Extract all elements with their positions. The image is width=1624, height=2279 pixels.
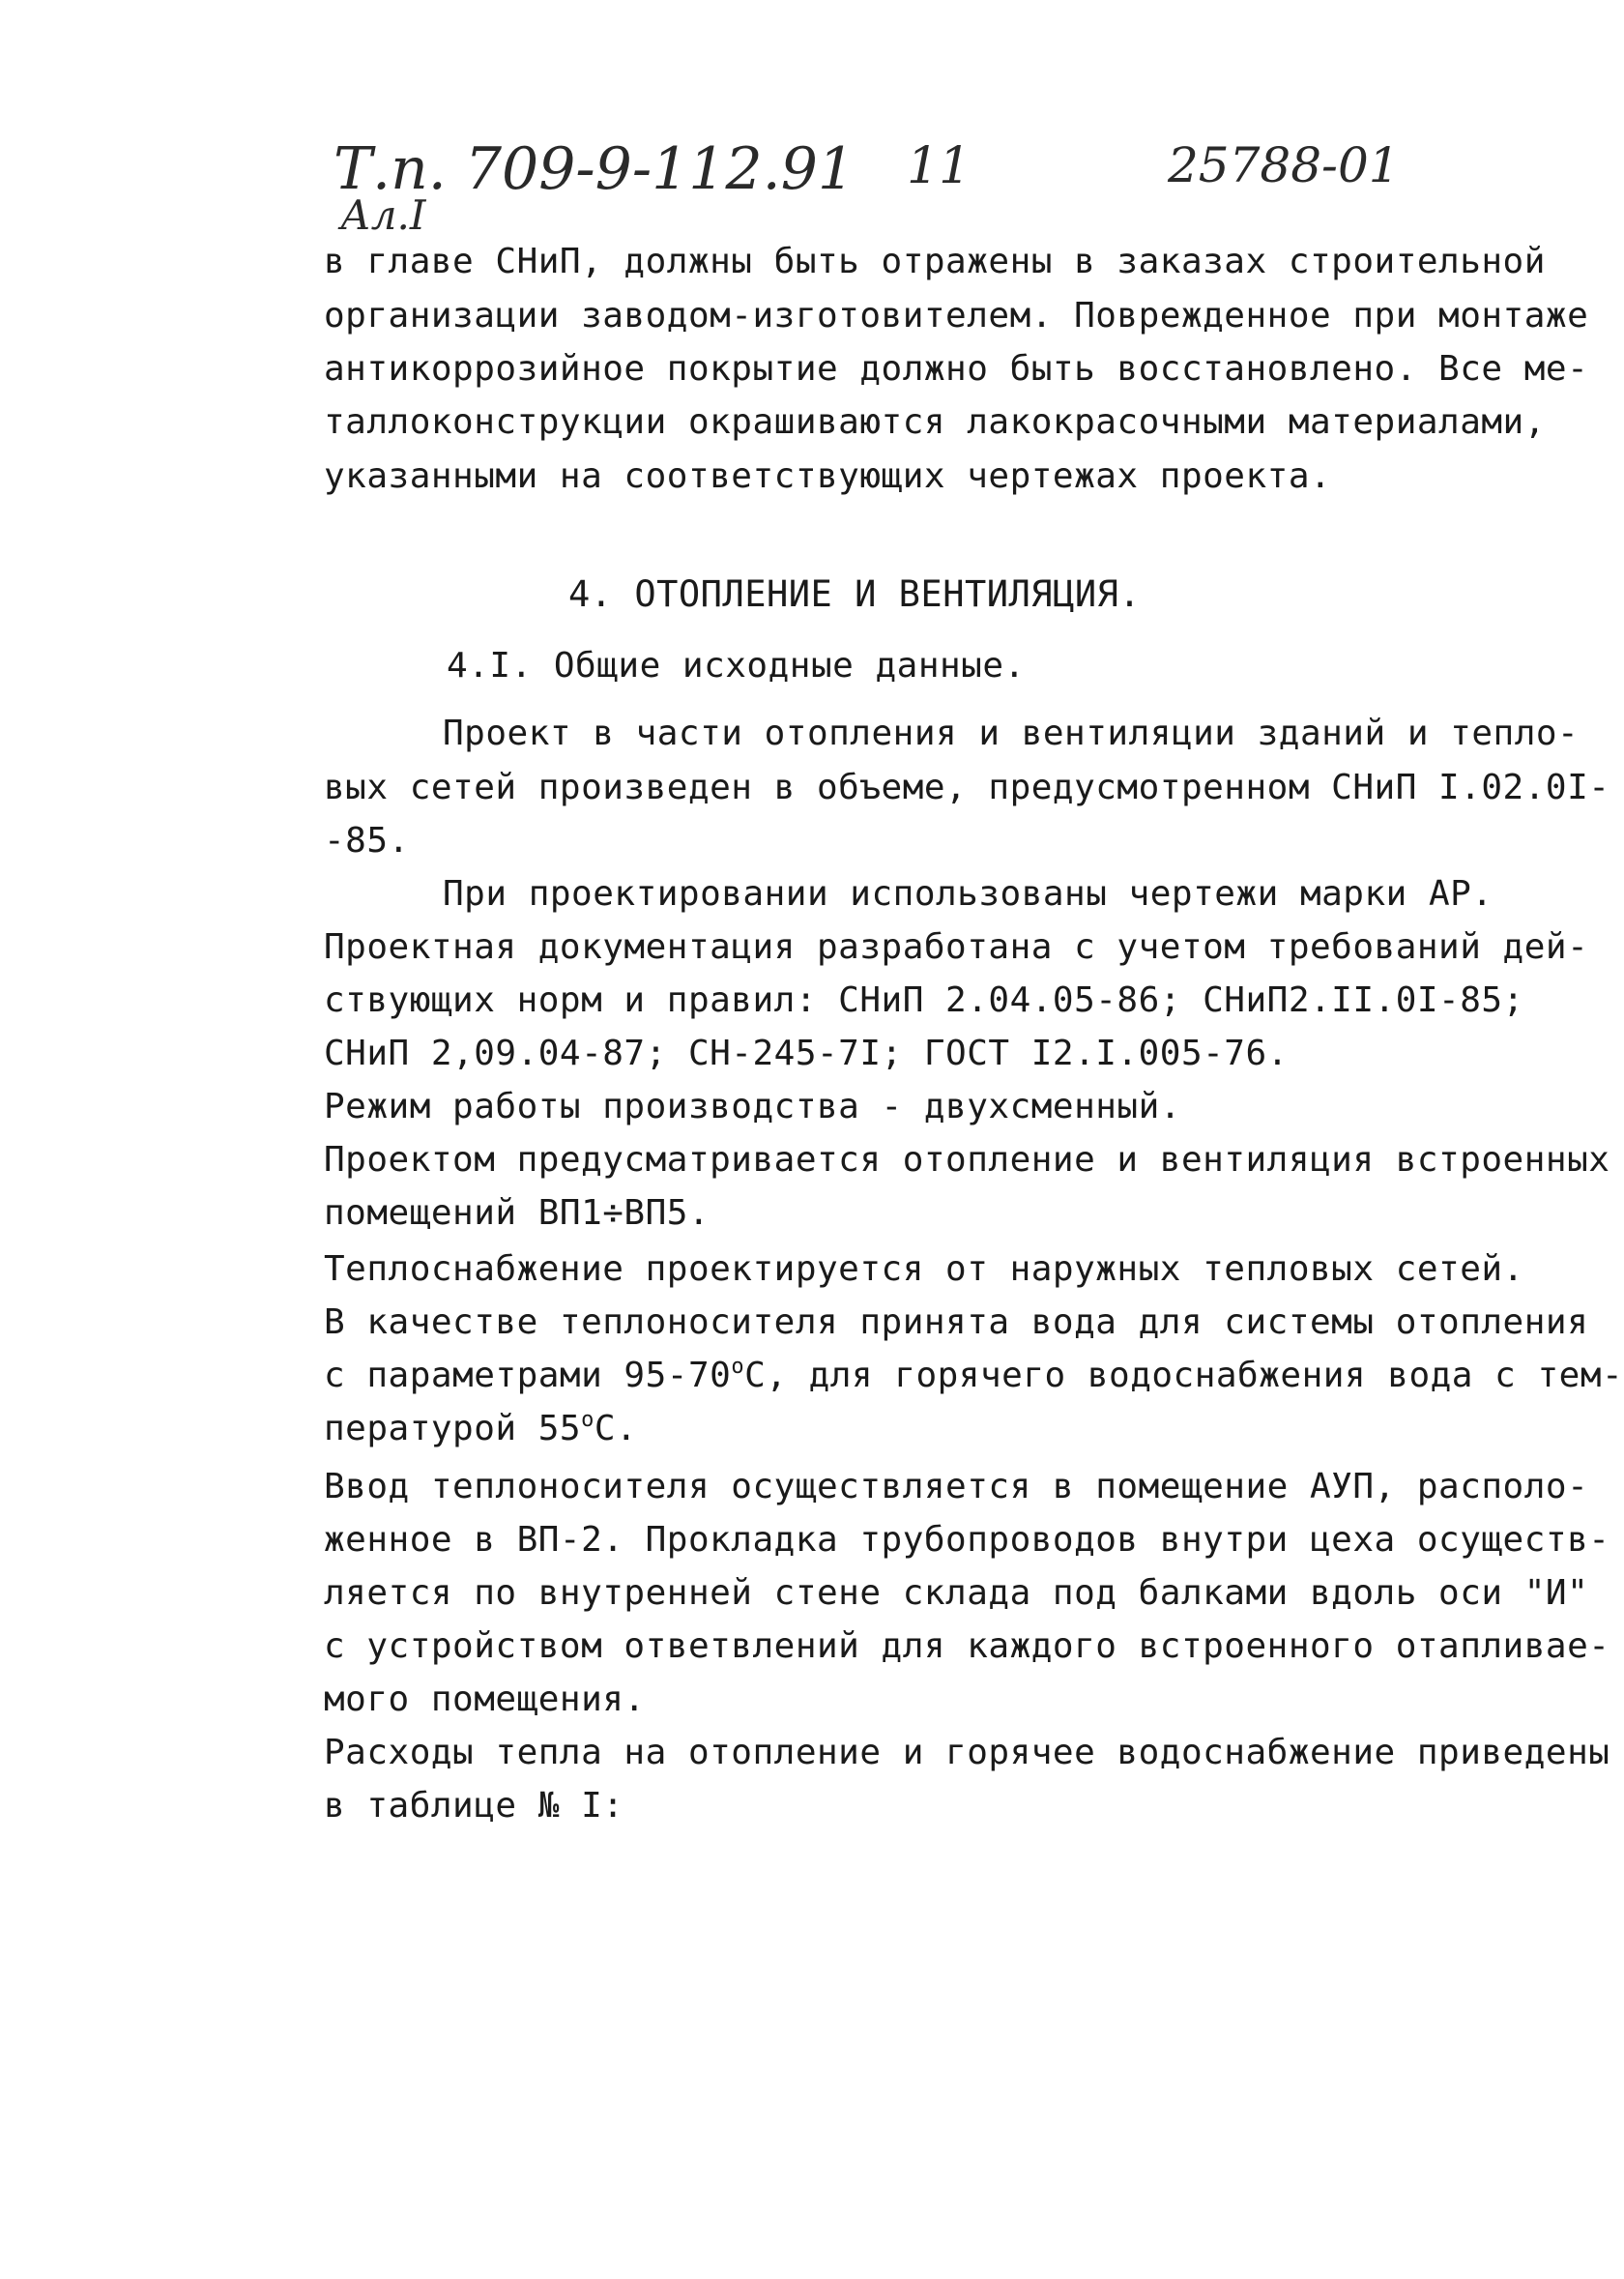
text-line: антикоррозийное покрытие должно быть восстановлено. Все ме- (324, 349, 1589, 389)
document-code: Т.п. 709-9-112.91 (334, 135, 856, 203)
text-line: с параметрами $95-70^оС$, для горячего водоснабжения вода с тем- (324, 1355, 1624, 1395)
text-line: вых сетей произведен в объеме, предусмотренном СНиП I.02.0I- (324, 768, 1610, 807)
text-line: организации заводом-изготовителем. Поврежденное при монтаже (324, 296, 1589, 336)
album-number: Ал.I (340, 191, 426, 239)
text-line: Проектная документация разработана с учетом требований дей- (324, 927, 1589, 967)
text-line: СНиП 2,09.04-87; СН-245-7I; ГОСТ I2.I.005-76. (324, 1034, 1289, 1073)
text-line: В качестве теплоносителя принята вода для системы отопления (324, 1302, 1589, 1342)
text-line: женное в ВП-2. Прокладка трубопроводов внутри цеха осуществ- (324, 1520, 1610, 1560)
text-line: пературой $55^оС$. (324, 1408, 638, 1448)
text-line: указанными на соответствующих чертежах проекта. (324, 456, 1332, 496)
section-title: 4. ОТОПЛЕНИЕ И ВЕНТИЛЯЦИЯ. (568, 573, 1142, 615)
page-number: 11 (907, 137, 972, 195)
text-line: ствующих норм и правил: СНиП 2.04.05-86; СНиП2.II.0I-85; (324, 980, 1524, 1020)
text-line: При проектировании использованы чертежи марки АР. (443, 874, 1494, 914)
text-line: таллоконструкции окрашиваются лакокрасочными материалами, (324, 402, 1546, 442)
text-line: Теплоснабжение проектируется от наружных тепловых сетей. (324, 1249, 1524, 1289)
text-line: в таблице № I: (324, 1786, 624, 1826)
text-line: -85. (324, 821, 410, 861)
text-line: Проектом предусматривается отопление и вентиляция встроенных (324, 1140, 1610, 1180)
degree-sign: о (581, 1408, 594, 1432)
text-line: помещений ВП1÷ВП5. (324, 1193, 710, 1233)
text-line: Ввод теплоносителя осуществляется в помещение АУП, располо- (324, 1467, 1589, 1506)
text-line: мого помещения. (324, 1680, 646, 1719)
registration-number: 25788-01 (1168, 137, 1400, 193)
text-line: ляется по внутренней стене склада под балками вдоль оси "И" (324, 1573, 1589, 1613)
text-line: в главе СНиП, должны быть отражены в заказах строительной (324, 242, 1546, 281)
subsection-title: 4.I. Общие исходные данные. (447, 646, 1026, 686)
degree-sign: о (731, 1355, 745, 1379)
text-line: Расходы тепла на отопление и горячее водоснабжение приведены (324, 1733, 1610, 1772)
text-line: Проект в части отопления и вентиляции зданий и тепло- (443, 714, 1580, 753)
text-line: с устройством ответвлений для каждого встроенного отапливае- (324, 1626, 1610, 1666)
text-line: Режим работы производства - двухсменный. (324, 1087, 1181, 1126)
